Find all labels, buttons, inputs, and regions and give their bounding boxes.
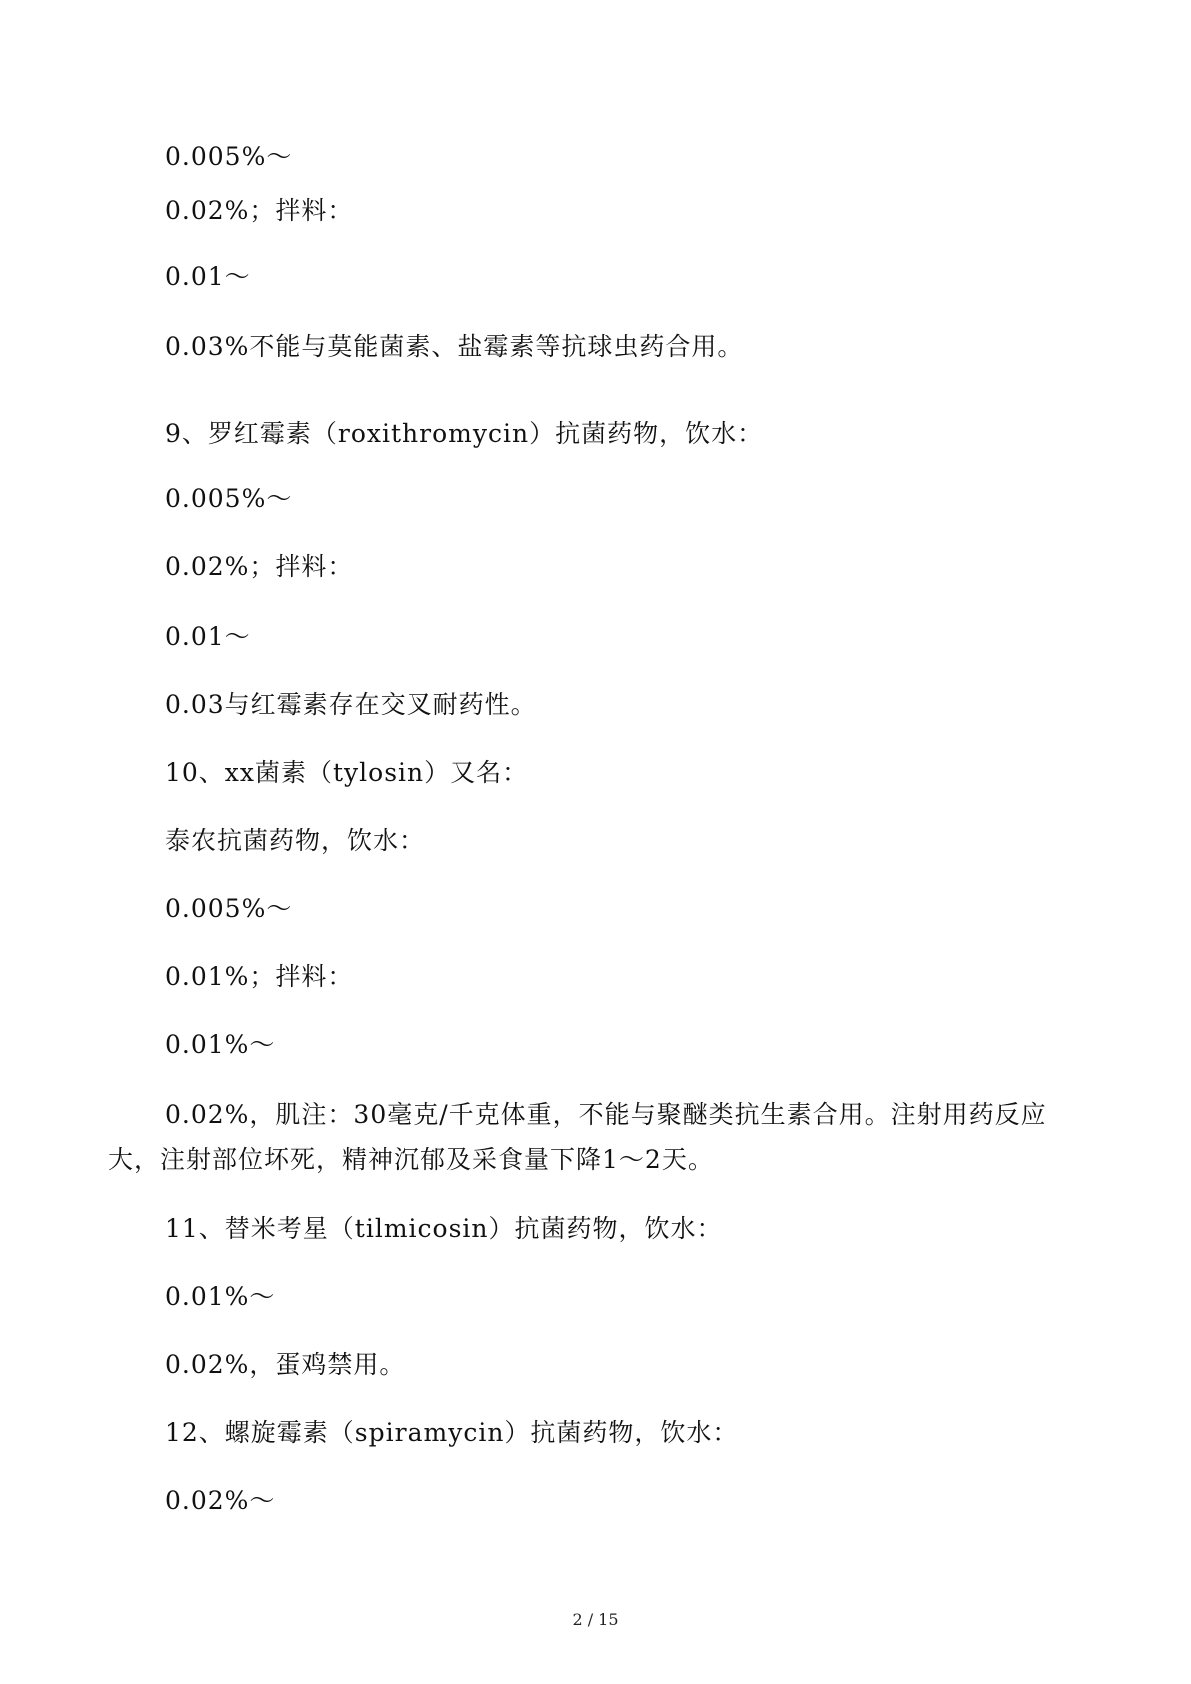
text-line: 0.005%～ xyxy=(165,894,293,923)
text-line: 0.03与红霉素存在交叉耐药性。 xyxy=(165,690,537,719)
text-line: 0.02%；拌料： xyxy=(165,552,354,581)
text-line: 0.01%～ xyxy=(165,1282,276,1311)
text-line: 9、罗红霉素（roxithromycin）抗菌药物，饮水： xyxy=(165,419,764,448)
text-line: 0.01%～ xyxy=(165,1030,276,1059)
text-line: 0.03%不能与莫能菌素、盐霉素等抗球虫药合用。 xyxy=(165,332,744,361)
text-paragraph: 0.02%，肌注：30毫克/千克体重，不能与聚醚类抗生素合用。注射用药反应大，注射部位坏死，精神沉郁及采食量下降1～2天。 xyxy=(108,1100,1047,1174)
text-line: 0.005%～ xyxy=(165,142,293,171)
text-line: 0.01%；拌料： xyxy=(165,962,354,991)
text-line: 0.02%～ xyxy=(165,1486,276,1515)
text-line: 0.01～ xyxy=(165,262,251,291)
text-line: 0.01～ xyxy=(165,622,251,651)
text-line: 12、螺旋霉素（spiramycin）抗菌药物，饮水： xyxy=(165,1418,739,1447)
page-number: 2 / 15 xyxy=(572,1610,619,1629)
text-line: 0.02%；拌料： xyxy=(165,196,354,225)
text-line: 0.02%，蛋鸡禁用。 xyxy=(165,1350,406,1379)
text-line: 0.005%～ xyxy=(165,484,293,513)
text-line: 11、替米考星（tilmicosin）抗菌药物，饮水： xyxy=(165,1214,723,1243)
text-line: 泰农抗菌药物，饮水： xyxy=(165,826,426,855)
text-line: 10、xx菌素（tylosin）又名： xyxy=(165,758,529,787)
